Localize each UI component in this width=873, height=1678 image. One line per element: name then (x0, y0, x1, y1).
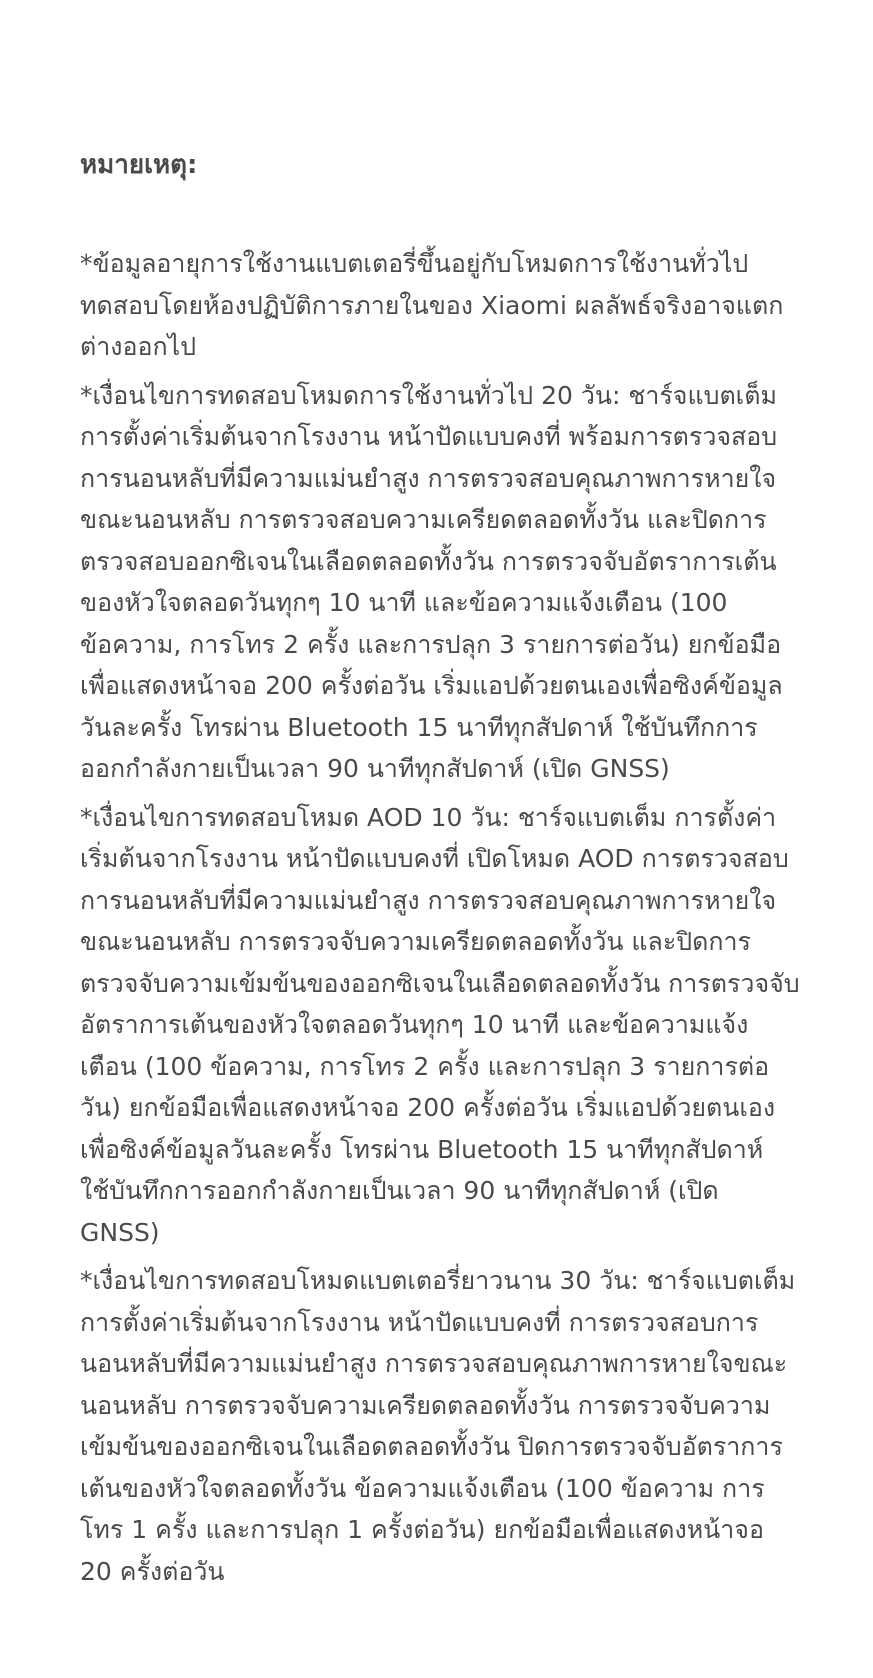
notes-section (80, 145, 800, 1599)
note-battery-life: *ข้อมูลอายุการใช้งานแบตเตอรี่ขึ้นอยู่กับโหมดการใช้งานทั่วไป ทดสอบโดยห้องปฏิบัติการภายในของ Xiaomi ผลลัพธ์จริงอาจแตกต่างออกไป (80, 249, 784, 361)
note-long-battery-mode-conditions: *เงื่อนไขการทดสอบโหมดแบตเตอรี่ยาวนาน 30 วัน: ชาร์จแบตเต็ม การตั้งค่าเริ่มต้นจากโรงงาน หน้าปัดแบบคงที่ การตรวจสอบการนอนหลับที่มีความแม่นยำสูง การตรวจสอบคุณภาพการหายใจขณะนอนหลับ การตรวจจับความเครียดตลอดทั้งวัน การตรวจจับความเข้มข้นของออกซิเจนในเลือดตลอดทั้งวัน ปิดการตรวจจับอัตราการเต้นของหัวใจตลอดทั้งวัน ข้อความแจ้งเตือน (100 ข้อความ การโทร 1 ครั้ง และการปลุก 1 ครั้งต่อวัน) ยกข้อมือเพื่อแสดงหน้าจอ 20 ครั้งต่อวัน (80, 1266, 796, 1586)
notes-heading: หมายเหตุ: (80, 150, 198, 180)
note-typical-mode-conditions: *เงื่อนไขการทดสอบโหมดการใช้งานทั่วไป 20 วัน: ชาร์จแบตเต็ม การตั้งค่าเริ่มต้นจากโรงงาน หน้าปัดแบบคงที่ พร้อมการตรวจสอบการนอนหลับที่มีความแม่นยำสูง การตรวจสอบคุณภาพการหายใจขณะนอนหลับ การตรวจสอบความเครียดตลอดทั้งวัน และปิดการตรวจสอบออกซิเจนในเลือดตลอดทั้งวัน การตรวจจับอัตราการเต้นของหัวใจตลอดวันทุกๆ 10 นาที และข้อความแจ้งเตือน (100 ข้อความ, การโทร 2 ครั้ง และการปลุก 3 รายการต่อวัน) ยกข้อมือเพื่อแสดงหน้าจอ 200 ครั้งต่อวัน เริ่มแอปด้วยตนเองเพื่อซิงค์ข้อมูลวันละครั้ง โทรผ่าน Bluetooth 15 นาทีทุกสัปดาห์ ใช้บันทึกการออกกำลังกายเป็นเวลา 90 นาทีทุกสัปดาห์ (เปิด GNSS) (80, 380, 783, 783)
note-aod-mode-conditions: *เงื่อนไขการทดสอบโหมด AOD 10 วัน: ชาร์จแบตเต็ม การตั้งค่าเริ่มต้นจากโรงงาน หน้าปัดแบบคงที่ เปิดโหมด AOD การตรวจสอบการนอนหลับที่มีความแม่นยำสูง การตรวจสอบคุณภาพการหายใจขณะนอนหลับ การตรวจจับความเครียดตลอดทั้งวัน และปิดการตรวจจับความเข้มข้นของออกซิเจนในเลือดตลอดทั้งวัน การตรวจจับอัตราการเต้นของหัวใจตลอดวันทุกๆ 10 นาที และข้อความแจ้งเตือน (100 ข้อความ, การโทร 2 ครั้ง และการปลุก 3 รายการต่อวัน) ยกข้อมือเพื่อแสดงหน้าจอ 200 ครั้งต่อวัน เริ่มแอปด้วยตนเองเพื่อซิงค์ข้อมูลวันละครั้ง โทรผ่าน Bluetooth 15 นาทีทุกสัปดาห์ ใช้บันทึกการออกกำลังกายเป็นเวลา 90 นาทีทุกสัปดาห์ (เปิด GNSS) (80, 802, 800, 1247)
